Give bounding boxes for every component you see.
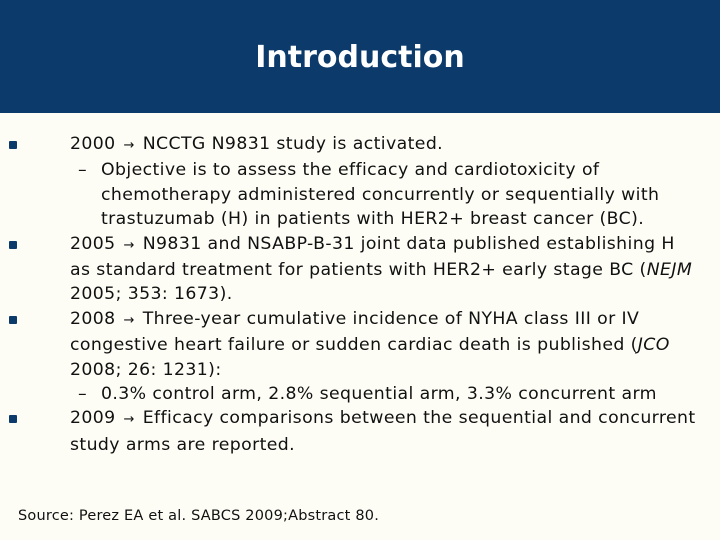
right-arrow-icon: → [123,138,135,153]
bullet-item-2009 [0,406,700,457]
journal-name: NEJM [646,260,693,281]
bullet-citation: 2008; 26: 1231): [70,359,222,380]
bullet-item-2000 [0,132,700,158]
bullet-year: 2008 [70,308,116,329]
slide-title: Introduction [255,40,465,75]
sub-bullet-objective [0,158,700,231]
right-arrow-icon: → [123,312,135,328]
slide-body [0,132,700,457]
bullet-text: NCCTG N9831 study is activated. [142,134,444,154]
title-bar [0,0,720,113]
sub-bullet-incidence [0,382,700,406]
dash-bullet: – [78,384,88,405]
bullet-text: Three-year cumulative incidence of NYHA class III or IV congestive heart failure or sudden cardiac death is published ( [70,308,640,356]
right-arrow-icon: → [123,237,135,253]
bullet-text: N9831 and NSABP-B-31 joint data published establishing H as standard treatment for patients with HER2+ early stage BC ( [70,233,675,281]
square-bullet-icon [9,141,17,149]
right-arrow-icon: → [123,412,135,428]
dash-bullet: – [78,160,88,181]
square-bullet-icon [9,415,17,423]
square-bullet-icon [9,241,17,249]
sub-bullet-text: Objective is to assess the efficacy and cardiotoxicity of chemotherapy administered concurrently or sequentially with trastuzumab (H) in patients with HER2+ breast cancer (BC). [101,160,660,230]
bullet-item-2008 [0,307,700,382]
bullet-year: 2005 [70,233,116,254]
square-bullet-icon [9,316,17,324]
sub-bullet-text: 0.3% control arm, 2.8% sequential arm, 3.3% concurrent arm [101,384,657,405]
bullet-item-2005 [0,232,700,307]
journal-name: JCO [637,335,670,356]
bullet-citation: 2005; 353: 1673). [70,284,233,305]
bullet-year: 2000 [70,134,116,154]
bullet-text: Efficacy comparisons between the sequential and concurrent study arms are reported. [70,408,696,455]
bullet-year: 2009 [70,408,116,429]
source-citation: Source: Perez EA et al. SABCS 2009;Abstract 80. [18,508,380,524]
